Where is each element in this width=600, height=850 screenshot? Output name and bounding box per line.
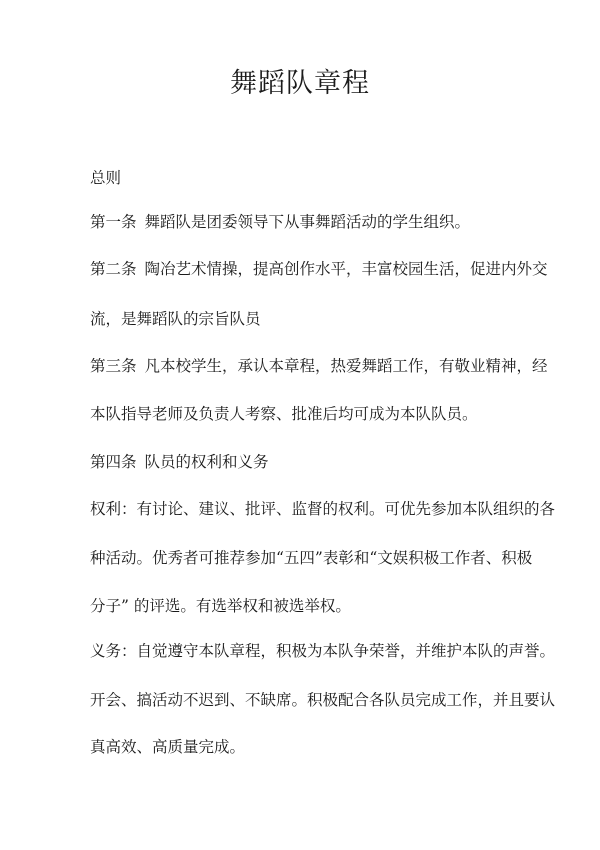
article-text: 队员的权利和义务 xyxy=(144,453,269,471)
article-label: 第四条 xyxy=(90,453,137,471)
article-label: 第一条 xyxy=(90,213,137,231)
document-title: 舞蹈队章程 xyxy=(230,68,370,99)
article-3-line-2: 本队指导老师及负责人考察、批准后均可成为本队队员。 xyxy=(90,405,478,423)
section-heading: 总则 xyxy=(90,169,122,187)
article-text: 陶冶艺术情操，提高创作水平，丰富校园生活，促进内外交 xyxy=(144,260,548,278)
article-text: 凡本校学生，承认本章程，热爱舞蹈工作，有敬业精神，经 xyxy=(144,357,548,375)
rights-line-2: 种活动。优秀者可推荐参加“五四”表彰和“文娱积极工作者、积极 xyxy=(90,549,533,567)
article-2-line-1 xyxy=(90,259,548,279)
article-label: 第二条 xyxy=(90,260,137,278)
article-1 xyxy=(90,212,520,232)
article-4 xyxy=(90,452,520,472)
article-text: 舞蹈队是团委领导下从事舞蹈活动的学生组织。 xyxy=(144,213,471,231)
duties-line-1: 义务：自觉遵守本队章程，积极为本队争荣誉，并维护本队的声誉。 xyxy=(90,642,556,660)
article-3-line-1 xyxy=(90,356,548,376)
rights-line-3: 分子” 的评选。有选举权和被选举权。 xyxy=(90,597,351,615)
rights-line-1: 权利：有讨论、建议、批评、监督的权利。可优先参加本队组织的各 xyxy=(90,500,556,518)
article-2-line-2: 流，是舞蹈队的宗旨队员 xyxy=(90,310,261,328)
article-label: 第三条 xyxy=(90,357,137,375)
duties-line-3: 真高效、高质量完成。 xyxy=(90,738,246,756)
duties-line-2: 开会、搞活动不迟到、不缺席。积极配合各队员完成工作，并且要认 xyxy=(90,691,556,709)
